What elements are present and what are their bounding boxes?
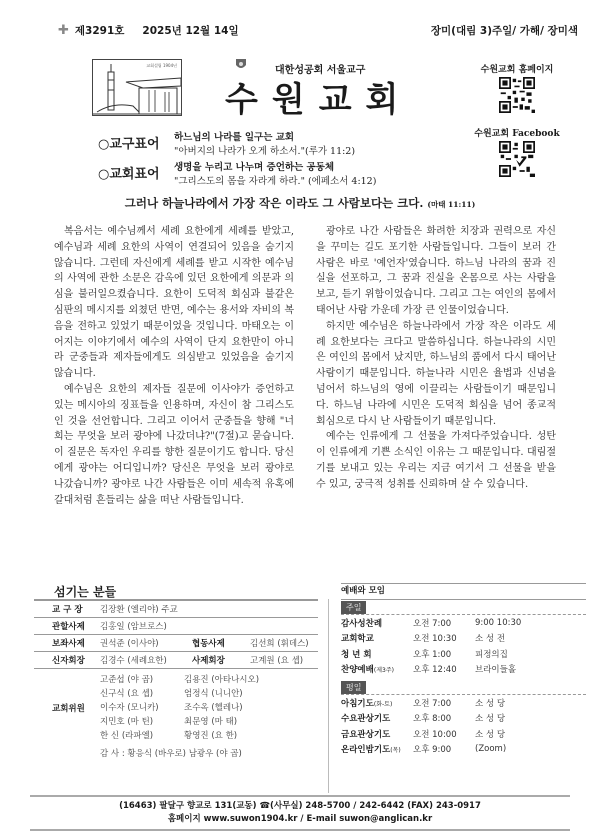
service-place: 소 성 전 <box>475 634 506 645</box>
council-member: 고준섭 (야 곱) <box>100 675 154 685</box>
motto-label: ○교회표어 <box>98 167 160 182</box>
role-label: 협동사제 <box>192 639 225 649</box>
role-person: 김경수 (세례요한) <box>100 656 167 666</box>
service-place: 피정의집 <box>475 649 508 660</box>
council-members <box>100 673 294 741</box>
qr-code-icon <box>499 77 535 113</box>
role-person: 김선희 (휘데스) <box>250 639 309 649</box>
sermon-paragraph: 하지만 예수님은 하늘나라에서 가장 작은 이라도 세례 요한보다는 크다고 말씀하십니다. 하늘나라의 시민은 여인의 몸에서 났지만, 하느님의 품에서 다시 태어난 사람이기 때문입니다. 하늘나라 시민은 율법과 신념을 넘어서 하느님의 영에 이끌리는 사람들이기 때문입니다. 하느님 나라에 시민은 도덕적 회심을 넘어 종교적 회심으로 다시 난 사람들이기 때문입니다. <box>316 320 556 427</box>
sermon-paragraph: 예수는 인류에게 그 선물을 가져다주었습니다. 성탄이 인류에게 기쁜 소식인 이유는 그 때문입니다. 대림절기를 보내고 있는 우리는 지금 여기서 그 선물을 받을 수 있고, 궁극적 성취를 신뢰하며 살 수 있습니다. <box>316 431 556 490</box>
table-row <box>34 635 318 652</box>
schedule-tag-sunday: 주일 <box>341 601 366 614</box>
schedule-row <box>341 711 586 727</box>
motto-label: ○교구표어 <box>98 137 160 152</box>
qr-facebook[interactable] <box>462 126 572 177</box>
council-member: 조수옥 (헬레나) <box>184 703 243 713</box>
role-person: 김장환 (엘리야) 주교 <box>100 605 178 615</box>
serving-section-title: 섬기는 분들 <box>54 585 117 599</box>
weekday-schedule <box>341 694 586 757</box>
qr-homepage-label: 수원교회 홈페이지 <box>480 65 554 75</box>
council-member: 김용진 (아타나시오) <box>184 675 260 685</box>
sermon-paragraph: 예수님은 요한의 제자들 질문에 이사야가 증언하고 있는 메시아의 징표들을 인용하며, 자신이 참 그리스도인 것을 선언합니다. 그리고 이어서 군중들을 향해 "너희는 무엇을 보러 광야에 나갔더냐?"(7절)고 묻습니다. 이 질문은 독자인 우리를 향한 질문이기도 합니다. 당신에게 광야는 어디입니까? 당신은 무엇을 보러 광야로 나갔습니까? 광야로 나간 사람들은 이미 세속적 유혹에 갈대처럼 흔들리는 삶을 떠난 사람들입니다. <box>54 383 294 506</box>
service-place: 소 성 당 <box>475 729 506 740</box>
diocese-motto <box>98 129 355 157</box>
service-name: 감사성찬례 <box>341 618 383 629</box>
service-place: (Zoom) <box>475 744 507 755</box>
worship-section-title: 예배와 모임 <box>341 583 586 596</box>
role-person: 김홍일 (암브로스) <box>100 622 167 632</box>
service-time: 오전 7:00 <box>413 618 452 629</box>
service-time: 오후 8:00 <box>413 714 452 725</box>
service-place: 소 성 당 <box>475 698 506 709</box>
council-member: 엄정식 (니니안) <box>184 689 243 699</box>
service-name: 온라인밤기도 <box>341 745 391 756</box>
service-name: 찬양예배 <box>341 665 374 676</box>
sunday-schedule <box>341 614 586 677</box>
diocese-emblem-icon <box>235 57 247 71</box>
church-title: 수원교회 <box>225 80 413 120</box>
auditors: 감 사 : 황응식 (바우로) 남광우 (야 곱) <box>100 749 242 759</box>
web-contact-line[interactable]: 홈페이지 www.suwon1904.kr / E-mail suwon@anglican.kr <box>167 814 433 824</box>
issue-date: 2025년 12월 14일 <box>142 24 239 37</box>
service-time: 오전 10:00 <box>413 729 457 740</box>
schedule-row <box>341 695 586 711</box>
service-name: 아침기도 <box>341 698 374 709</box>
role-label: 사제회장 <box>192 656 225 666</box>
motto-title: 하느님의 나라를 일구는 교회 <box>174 132 295 143</box>
liturgical-season: 장미(대림 3)주일/ 가해/ 장미색 <box>430 24 578 37</box>
sermon-paragraph: 복음서는 예수님께서 세례 요한에게 세례를 받았고, 예수님과 세례 요한의 사역이 연결되어 있음을 숨기지 않습니다. 그런데 자신에게 세례를 받고 시작한 예수님의 사역에 관한 소문은 감옥에 있던 요한에게 의문과 의심을 불러일으켰습니다. 요한이 도덕적 회심과 불같은 심판의 메시지를 외쳤던 반면, 예수는 용서와 자비의 복음을 전하고 있었기 때문이었을 것입니다. 마태오는 이어지는 이야기에서 예수의 사역이 단지 요한만이 아니라 군중들과 제자들에게도 의심받고 있었음을 숨기지 않습니다. <box>54 226 294 380</box>
qr-code-icon <box>499 141 535 177</box>
schedule-row <box>341 646 586 662</box>
service-name: 청 년 회 <box>341 649 372 660</box>
image-caption: 교회설립 1904년 <box>146 63 177 68</box>
service-place: 소 성 당 <box>475 714 506 725</box>
table-row <box>34 652 318 669</box>
schedule-row <box>341 615 586 631</box>
service-time: 오전 10:30 <box>413 634 457 645</box>
council-member: 황영진 (요 한) <box>184 731 238 741</box>
schedule-tag-weekday: 평일 <box>341 681 366 694</box>
role-label: 보좌사제 <box>52 639 85 649</box>
issue-number: 제3291호 <box>74 24 125 37</box>
qr-facebook-label: 수원교회 Facebook <box>474 129 560 139</box>
sermon-paragraph: 광야로 나간 사람들은 화려한 치장과 권력으로 자신을 꾸미는 길도 포기한 사람들입니다. 그들이 보러 간 사람은 바로 '예언자'였습니다. 하느님 나라의 꿈과 진실을 선포하고, 그 꿈과 진실을 온몸으로 사는 사람을 보고, 듣기 위함이었습니다. 그리고 그는 여인의 몸에서 태어난 사람 가운데 가장 큰 인물이었습니다. <box>316 226 556 316</box>
service-name: 수요관상기도 <box>341 714 391 725</box>
service-time: 오후 9:00 <box>413 745 452 756</box>
motto-title: 생명을 누리고 나누며 증언하는 공동체 <box>174 162 335 173</box>
role-person: 권석준 (이사야) <box>100 639 159 649</box>
service-note: (화-토) <box>373 700 393 708</box>
schedule-row <box>341 742 586 758</box>
service-time: 오후 1:00 <box>413 649 452 660</box>
service-name: 금요관상기도 <box>341 729 391 740</box>
role-label: 신자회장 <box>52 656 85 666</box>
schedule-row <box>341 631 586 647</box>
column-divider <box>328 599 329 793</box>
church-building-image <box>92 59 182 116</box>
sermon-column-left <box>54 224 294 508</box>
schedule-row <box>341 662 586 678</box>
table-row <box>34 618 318 635</box>
council-member: 이수자 (모니카) <box>100 703 159 713</box>
council-member: 지민호 (마 틴) <box>100 717 154 727</box>
sermon-column-right <box>316 224 556 493</box>
serving-table <box>34 599 318 759</box>
denomination-label: 대한성공회 서울교구 <box>275 65 366 76</box>
table-row <box>34 601 318 618</box>
church-motto <box>98 159 376 187</box>
service-time: 오전 7:00 <box>413 698 452 709</box>
motto-verse: "그리스도의 몸을 자라게 하라." (에페소서 4:12) <box>174 176 377 187</box>
role-label: 관할사제 <box>52 622 85 632</box>
sermon-headline <box>0 195 600 211</box>
service-note: (제3주) <box>373 667 394 675</box>
cross-icon: ✚ <box>58 22 69 38</box>
service-time: 오후 12:40 <box>413 665 457 676</box>
qr-homepage[interactable] <box>462 62 572 113</box>
top-bar <box>58 22 578 38</box>
service-place: 9:00 10:30 <box>475 617 522 628</box>
role-label: 교 구 장 <box>52 605 83 615</box>
headline-text: 그러나 하늘나라에서 가장 작은 이라도 그 사람보다는 크다. <box>124 196 424 210</box>
role-person: 고계원 (요 셉) <box>250 656 304 666</box>
worship-schedule <box>341 599 586 760</box>
schedule-row <box>341 726 586 742</box>
service-name: 교회학교 <box>341 634 374 645</box>
motto-verse: "아버지의 나라가 오게 하소서."(루가 11:2) <box>174 146 356 157</box>
headline-reference: (마태 11:11) <box>427 200 476 209</box>
service-place: 브라이들홀 <box>475 665 517 676</box>
service-note: (목) <box>390 747 401 755</box>
contact-footer <box>30 795 570 831</box>
council-row <box>34 669 318 741</box>
role-label: 교회위원 <box>52 703 85 714</box>
council-member: 한 신 (라파엘) <box>100 731 154 741</box>
council-member: 최문영 (마 태) <box>184 717 238 727</box>
address-line: (16463) 팔달구 향교로 131(교동) ☎(사무실) 248-5700 / 242-6442 (FAX) 243-0917 <box>119 801 481 811</box>
council-member: 신구식 (요 셉) <box>100 689 154 699</box>
